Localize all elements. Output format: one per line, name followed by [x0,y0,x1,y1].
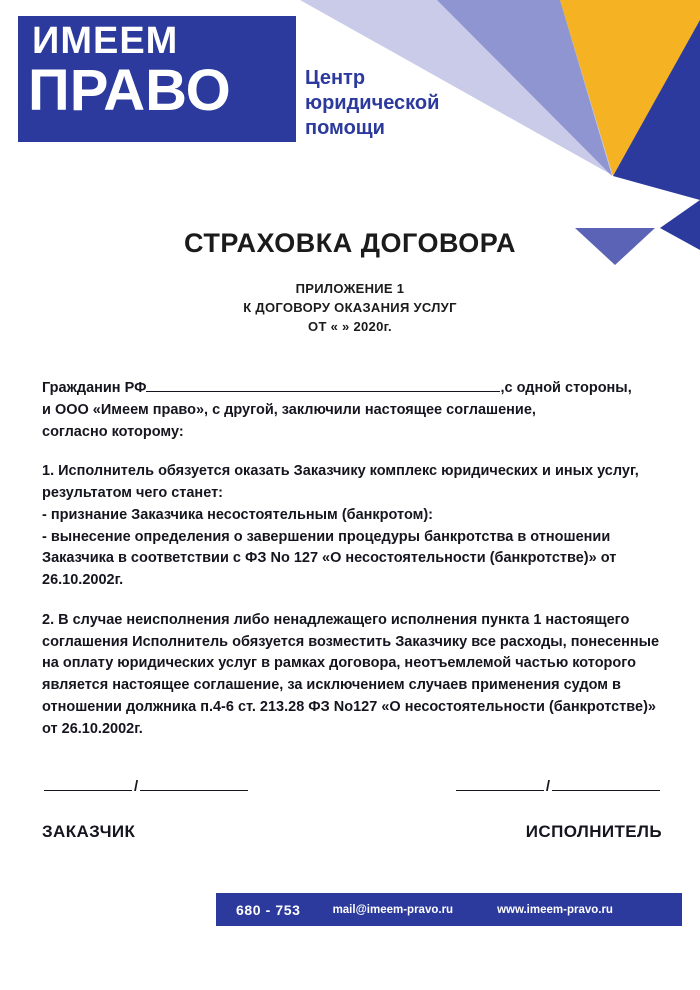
signature-line-customer[interactable] [42,778,250,795]
subtitle-line-3: ОТ « » 2020г. [308,318,392,334]
signature-separator-left: / [134,778,139,795]
signature-lines-row [42,778,662,818]
logo-box [18,16,296,142]
footer-bar [216,893,682,926]
clause-2-paragraph: 2. В случае неисполнения либо ненадлежащего исполнения пункта 1 настоящего соглашения Исполнитель обязуется возместить Заказчику все расходы, понесенные на оплату юридических услуг в рамках договора, неотъемлемой частью которого является настоящее соглашение, за исключением случаев применения судом в отношении должника п.4-6 ст. 213.28 ФЗ No127 «О несостоятельности (банкротстве)» от 26.10.2002г. [42,611,660,737]
subtitle-line-1: ПРИЛОЖЕНИЕ 1 [295,281,405,296]
document-body [42,378,662,740]
signature-separator-right: / [545,778,550,795]
logo-line-1: ИМЕЕМ [32,20,179,62]
signature-blank-left-1[interactable] [44,779,132,791]
intro-line-2: и ООО «Имеем право», с другой, заключили настоящее соглашение, [42,401,536,418]
signature-label-contractor: ИСПОЛНИТЕЛЬ [525,822,662,841]
intro-line-3: согласно которому: [42,423,184,440]
signature-label-customer: ЗАКАЗЧИК [42,822,136,841]
footer-phone[interactable]: 680 - 753 [236,901,301,918]
footer-website[interactable]: www.imeem-pravo.ru [497,903,613,916]
subtitle-line-2: К ДОГОВОРУ ОКАЗАНИЯ УСЛУГ [243,299,457,315]
footer-email[interactable]: mail@imeem-pravo.ru [332,903,454,916]
tagline-line-1: Центр [305,67,366,89]
intro-prefix: Гражданин РФ [42,380,147,396]
signature-labels-row [42,822,662,846]
signature-blank-left-2[interactable] [140,779,248,791]
clause-1-text: 1. Исполнитель обязуется оказать Заказчику комплекс юридических и иных услуг, результатом чего станет: [42,463,639,501]
clause-1-paragraph [42,461,662,592]
intro-suffix: ,с одной стороны, [500,380,632,396]
tagline-line-2: юридической [305,92,440,114]
tagline-line-3: помощи [305,117,385,139]
clause-1-item-1: - признание Заказчика несостоятельным (банкротом): [42,506,433,523]
intro-paragraph [42,378,662,443]
logo-line-2: ПРАВО [28,58,231,123]
fill-in-blank-name[interactable] [146,378,500,392]
signature-blank-right-1[interactable] [456,779,544,791]
brand-tagline [305,66,495,141]
clause-1-item-2: - вынесение определения о завершении процедуры банкротства в отношении Заказчика в соответствии с ФЗ No 127 «О несостоятельности (банкротстве)» от 26.10.2002г. [42,528,617,588]
signature-blank-right-2[interactable] [552,779,660,791]
document-subtitle [0,280,700,337]
signature-line-contractor[interactable] [454,778,662,795]
document-title: СТРАХОВКА ДОГОВОРА [184,228,516,258]
